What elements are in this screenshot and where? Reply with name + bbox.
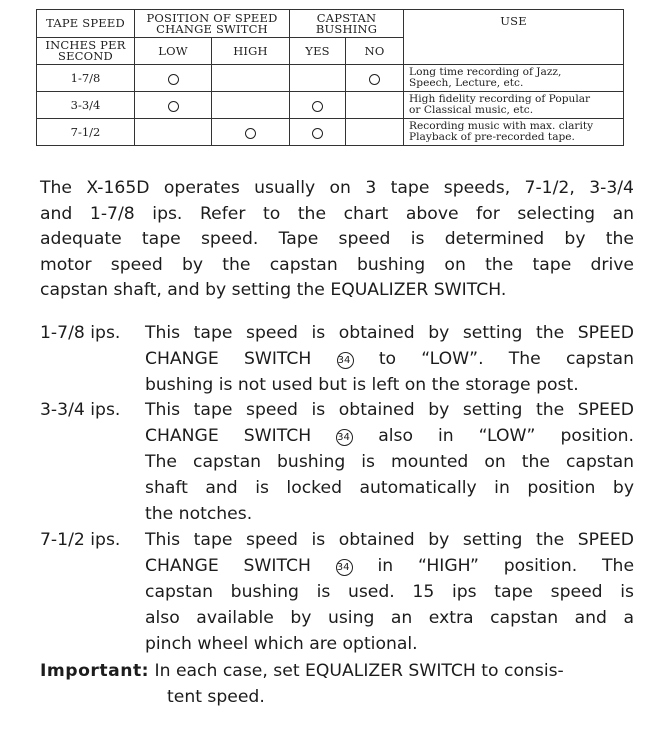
circle-mark-icon	[312, 101, 323, 112]
yes-cell	[290, 65, 346, 92]
text-line: pinch wheel which are optional.	[145, 634, 418, 654]
text-line	[145, 553, 634, 579]
switch-number-badge: 34	[336, 559, 353, 576]
text-segment: CHANGE SWITCH	[145, 556, 311, 576]
text-line: bushing is not used but is left on the storage post.	[145, 375, 579, 395]
header-capstan-bushing: CAPSTAN BUSHING	[290, 10, 404, 38]
use-cell	[404, 92, 624, 119]
circle-mark-icon	[168, 101, 179, 112]
header-low: LOW	[135, 38, 212, 65]
text-line: capstan shaft, and by setting the EQUALIZER SWITCH.	[40, 280, 507, 300]
speed-cell: 7-1/2	[37, 119, 135, 146]
text-segment: also in “LOW” position.	[378, 426, 635, 446]
high-cell	[212, 92, 290, 119]
text-line	[145, 346, 634, 372]
text-line: motor speed by the capstan bushing on the tape drive	[40, 254, 634, 275]
text-line	[145, 423, 634, 449]
use-line: Playback of pre-recorded tape.	[409, 131, 575, 143]
speed-label: 1-7/8 ips.	[40, 323, 121, 343]
text-line: capstan bushing is used. 15 ips tape speed is	[145, 582, 634, 602]
circle-mark-icon	[245, 128, 256, 139]
text-line: This tape speed is obtained by setting the SPEED	[145, 400, 634, 420]
intro-paragraph	[40, 176, 634, 304]
table-row	[37, 65, 624, 92]
text-line: The capstan bushing is mounted on the capstan	[145, 452, 634, 472]
speed-item-7-1-2	[40, 527, 634, 657]
no-cell	[346, 92, 404, 119]
tape-speed-chart	[36, 9, 624, 146]
header-position-of-speed-change-switch: POSITION OF SPEED CHANGE SWITCH	[135, 10, 290, 38]
high-cell	[212, 119, 290, 146]
header-tape-speed: TAPE SPEED	[37, 10, 135, 38]
circle-mark-icon	[168, 74, 179, 85]
low-cell	[135, 119, 212, 146]
header-inches-per-second: INCHES PER SECOND	[37, 38, 135, 65]
low-cell	[135, 92, 212, 119]
text-segment: CHANGE SWITCH	[145, 349, 312, 369]
text-line: shaft and is locked automatically in position by	[145, 478, 634, 498]
text-line: and 1-7/8 ips. Refer to the chart above for selecting an	[40, 203, 634, 224]
table-row	[37, 119, 624, 146]
text-segment: to “LOW”. The capstan	[378, 349, 634, 369]
text-line: tent speed.	[167, 687, 265, 707]
header-yes: YES	[290, 38, 346, 65]
no-cell	[346, 65, 404, 92]
text-line: adequate tape speed. Tape speed is determined by the	[40, 229, 634, 249]
header-high: HIGH	[212, 38, 290, 65]
yes-cell	[290, 119, 346, 146]
circle-mark-icon	[369, 74, 380, 85]
no-cell	[346, 119, 404, 146]
text-line: In each case, set EQUALIZER SWITCH to consis-	[154, 661, 564, 681]
use-line: or Classical music, etc.	[409, 104, 534, 116]
text-segment: CHANGE SWITCH	[145, 426, 312, 446]
switch-number-badge: 34	[336, 429, 353, 446]
speed-cell: 1-7/8	[37, 65, 135, 92]
speed-label: 3-3/4 ips.	[40, 400, 121, 420]
text-line: also available by using an extra capstan and a	[145, 608, 634, 628]
text-line: The X-165D operates usually on 3 tape speeds, 7-1/2, 3-3/4	[40, 178, 634, 198]
text-segment: in “HIGH” position. The	[377, 556, 635, 576]
use-cell	[404, 119, 624, 146]
speed-cell: 3-3/4	[37, 92, 135, 119]
use-line: Speech, Lecture, etc.	[409, 77, 524, 89]
table-row	[37, 92, 624, 119]
text-line: This tape speed is obtained by setting the SPEED	[145, 530, 634, 550]
use-line: High fidelity recording of Popular	[409, 93, 591, 105]
speed-item-3-3-4	[40, 397, 634, 527]
switch-number-badge: 34	[337, 352, 354, 369]
speed-label: 7-1/2 ips.	[40, 530, 121, 550]
low-cell	[135, 65, 212, 92]
high-cell	[212, 65, 290, 92]
circle-mark-icon	[312, 128, 323, 139]
use-line: Long time recording of Jazz,	[409, 66, 562, 78]
use-line: Recording music with max. clarity	[409, 120, 594, 132]
important-note	[40, 658, 634, 710]
header-use: USE	[404, 10, 624, 65]
use-cell	[404, 65, 624, 92]
text-line: the notches.	[145, 504, 253, 524]
important-label: Important:	[40, 661, 150, 681]
header-no: NO	[346, 38, 404, 65]
yes-cell	[290, 92, 346, 119]
text-line: This tape speed is obtained by setting the SPEED	[145, 323, 634, 343]
speed-item-1-7-8	[40, 320, 634, 398]
